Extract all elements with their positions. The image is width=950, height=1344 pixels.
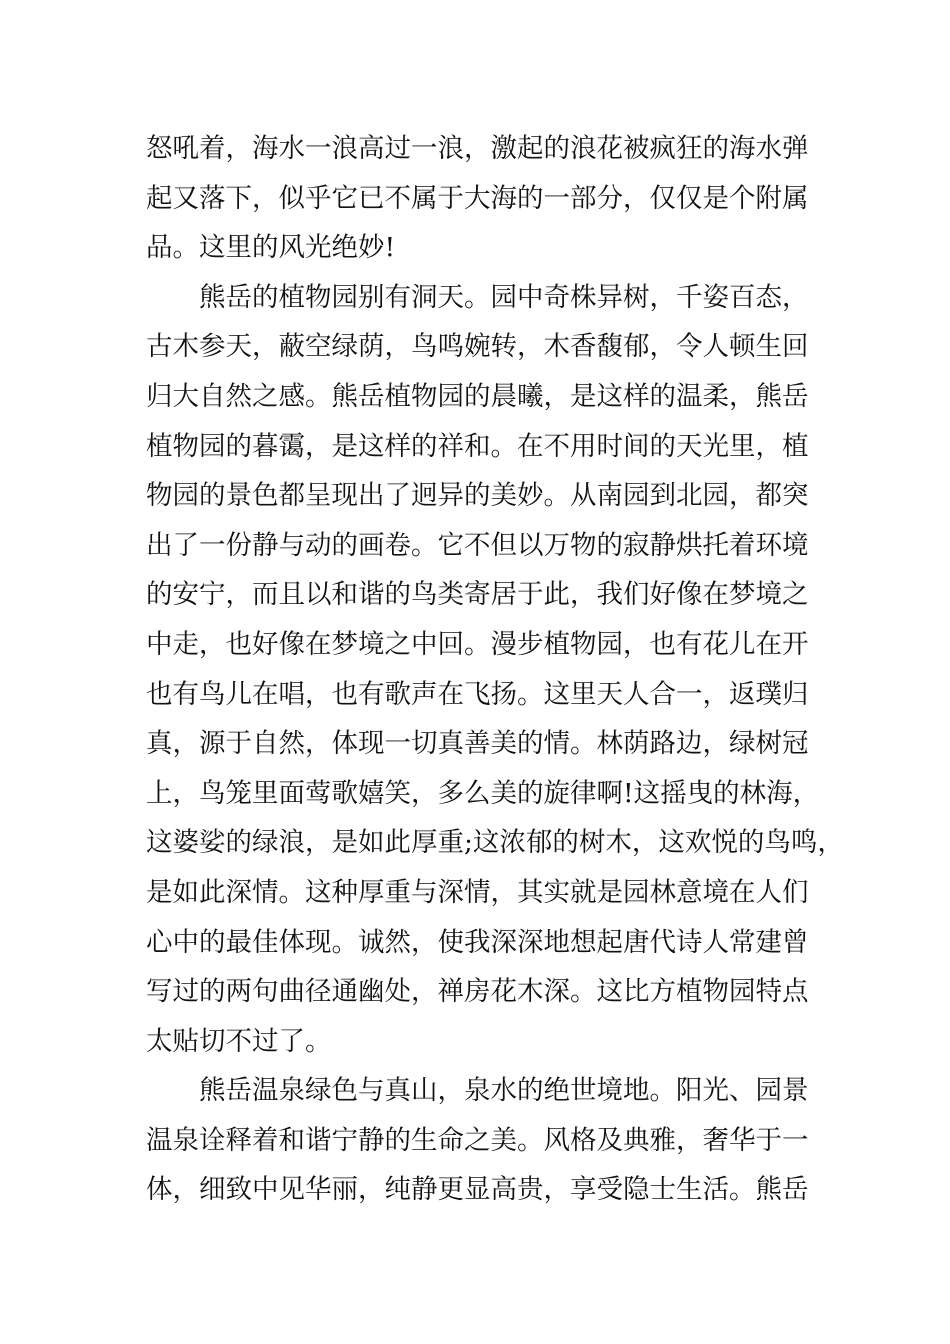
text-line: 真，源于自然，体现一切真善美的情。林荫路边，绿树冠 <box>146 728 809 760</box>
text-line: 归大自然之感。熊岳植物园的晨曦，是这样的温柔，熊岳 <box>146 380 809 412</box>
text-line: 物园的景色都呈现出了迥异的美妙。从南园到北园，都突 <box>146 480 809 512</box>
text-line: 出了一份静与动的画卷。它不但以万物的寂静烘托着环境 <box>146 529 809 561</box>
paragraph-first-line: 熊岳的植物园别有洞天。园中奇株异树，千姿百态， <box>199 281 809 313</box>
text-line: 写过的两句曲径通幽处，禅房花木深。这比方植物园特点 <box>146 976 809 1008</box>
text-line: 中走，也好像在梦境之中回。漫步植物园，也有花儿在开 <box>146 628 809 660</box>
text-line: 起又落下，似乎它已不属于大海的一部分，仅仅是个附属 <box>146 182 809 214</box>
text-line: 古木参天，蔽空绿荫，鸟鸣婉转，木香馥郁，令人顿生回 <box>146 331 809 363</box>
text-line: 植物园的暮霭，是这样的祥和。在不用时间的天光里，植 <box>146 430 809 462</box>
text-line: 这婆娑的绿浪，是如此厚重;这浓郁的树木，这欢悦的鸟鸣， <box>146 827 844 859</box>
text-line: 上，鸟笼里面莺歌嬉笑，多么美的旋律啊!这摇曳的林海， <box>146 777 820 809</box>
text-line: 心中的最佳体现。诚然，使我深深地想起唐代诗人常建曾 <box>146 926 809 958</box>
text-line: 的安宁，而且以和谐的鸟类寄居于此，我们好像在梦境之 <box>146 579 809 611</box>
text-line: 太贴切不过了。 <box>146 1025 332 1057</box>
body-text <box>146 124 844 1215</box>
text-line: 温泉诠释着和谐宁静的生命之美。风格及典雅，奢华于一 <box>146 1124 809 1156</box>
text-line: 也有鸟儿在唱，也有歌声在飞扬。这里天人合一，返璞归 <box>146 678 809 710</box>
paragraph-first-line: 熊岳温泉绿色与真山，泉水的绝世境地。阳光、园景 <box>199 1075 809 1107</box>
text-line: 是如此深情。这种厚重与深情，其实就是园林意境在人们 <box>146 876 809 908</box>
text-line: 体，细致中见华丽，纯静更显高贵，享受隐士生活。熊岳 <box>146 1174 809 1206</box>
text-line: 品。这里的风光绝妙! <box>146 232 396 264</box>
text-line: 怒吼着，海水一浪高过一浪，激起的浪花被疯狂的海水弹 <box>146 133 809 164</box>
